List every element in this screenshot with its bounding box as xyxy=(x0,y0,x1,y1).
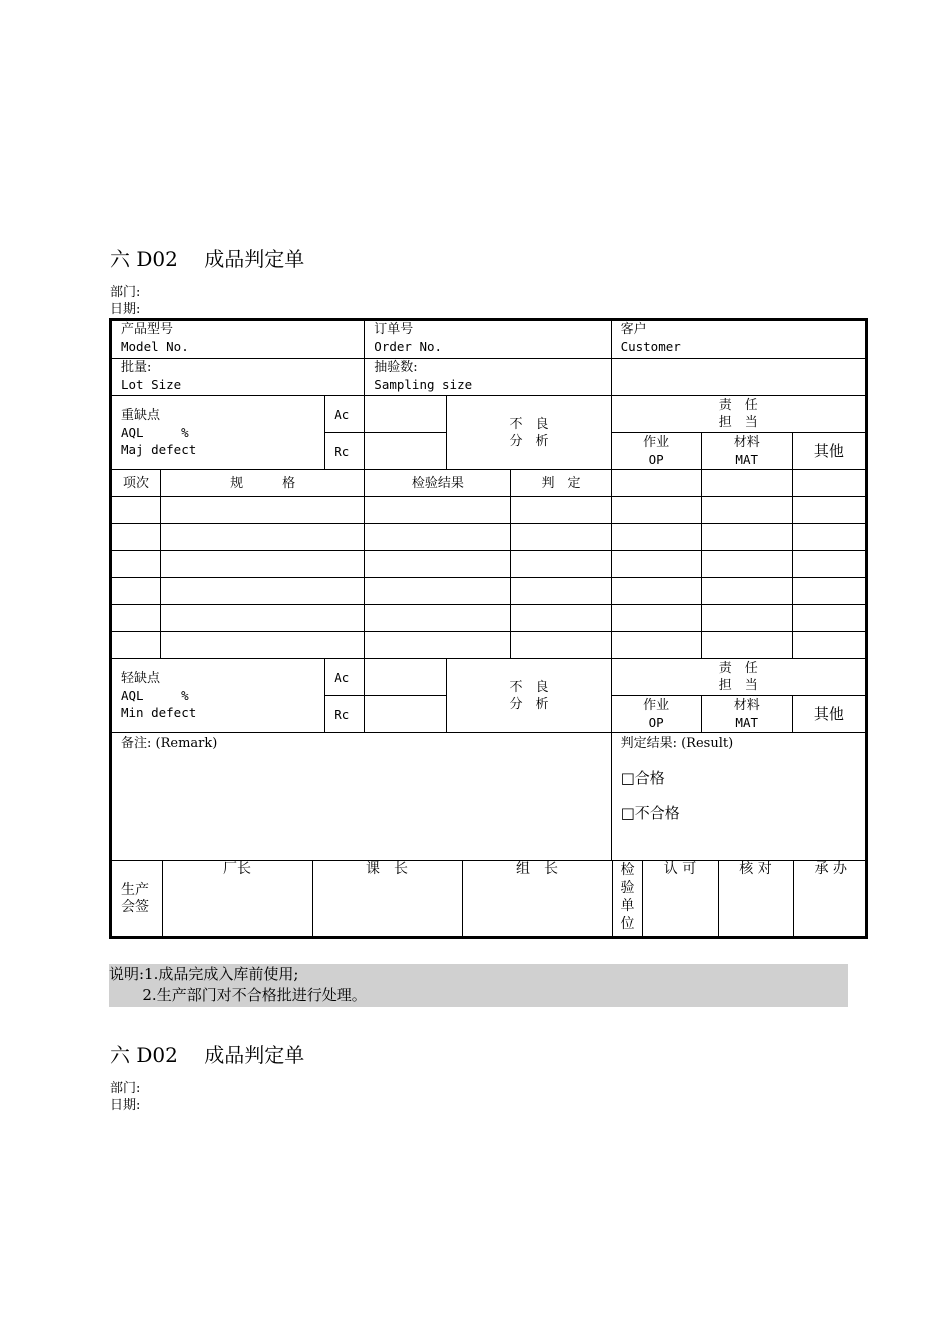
material-label: 材料 xyxy=(733,698,760,713)
sampling-cell xyxy=(365,359,611,396)
table-row xyxy=(111,551,867,578)
product-model-cell xyxy=(111,320,365,359)
ac-value-cell-minor xyxy=(365,659,447,696)
result-label: 判定结果: (Result) xyxy=(620,736,734,751)
responsibility-cell xyxy=(611,396,866,433)
mat-column-cell xyxy=(701,470,792,497)
rc-label: Rc xyxy=(325,433,365,470)
remark-label: 备注: (Remark) xyxy=(121,736,218,751)
rc-value-cell-minor xyxy=(365,696,447,733)
handle-label: 承 办 xyxy=(814,861,847,877)
date-label: 日期: xyxy=(110,302,141,317)
responsibility-cell-minor xyxy=(611,659,866,696)
approve-label: 认 可 xyxy=(663,861,697,877)
minor-defect-label: 轻缺点 xyxy=(121,671,161,686)
responsibility-label-2: 担 当 xyxy=(718,415,758,430)
customer-label: 客户 xyxy=(620,322,647,337)
operation-label-en: OP xyxy=(648,452,664,467)
sampling-label-en: Sampling size xyxy=(374,377,473,392)
order-no-label-en: Order No. xyxy=(374,339,443,354)
minor-defect-label-en: Min defect xyxy=(121,705,197,720)
minor-defect-cell xyxy=(111,659,325,733)
material-cell xyxy=(701,433,792,470)
date-label-repeat: 日期: xyxy=(110,1098,141,1113)
instructions-note xyxy=(109,964,848,1007)
production-sign-label xyxy=(112,861,162,936)
col-judge-header: 判 定 xyxy=(511,470,611,497)
customer-cell xyxy=(611,320,866,359)
rc-value-cell xyxy=(365,433,447,470)
material-label-en: MAT xyxy=(735,452,758,467)
op-column-cell xyxy=(611,470,701,497)
table-row xyxy=(111,578,867,605)
col-result-header: 检验结果 xyxy=(365,470,511,497)
page-title-repeat: 六 D02 成品判定单 xyxy=(110,1043,305,1067)
other-label-minor: 其他 xyxy=(792,696,866,733)
department-label-repeat: 部门: xyxy=(110,1081,141,1096)
factory-manager-label: 厂长 xyxy=(223,861,251,877)
approve-cell xyxy=(642,861,718,936)
operation-cell-minor xyxy=(611,696,701,733)
ac-label-minor: Ac xyxy=(325,659,365,696)
inspection-form xyxy=(109,318,868,939)
handle-cell xyxy=(793,861,867,936)
factory-manager-cell xyxy=(162,861,312,936)
table-row xyxy=(111,632,867,659)
major-defect-cell xyxy=(111,396,325,470)
aql-label: AQL % xyxy=(121,425,189,440)
operation-cell xyxy=(611,433,701,470)
operation-label-en: OP xyxy=(648,715,664,730)
fail-checkbox[interactable]: □不合格 xyxy=(620,804,680,822)
remark-cell xyxy=(111,733,612,861)
product-model-label: 产品型号 xyxy=(121,322,174,337)
check-cell xyxy=(718,861,793,936)
pass-checkbox[interactable]: □合格 xyxy=(620,769,665,787)
responsibility-label-1: 责 任 xyxy=(718,398,758,413)
customer-label-en: Customer xyxy=(620,339,681,354)
operation-label: 作业 xyxy=(643,698,670,713)
table-row xyxy=(111,524,867,551)
table-row xyxy=(111,497,867,524)
operation-label: 作业 xyxy=(643,435,670,450)
table-row xyxy=(111,605,867,632)
responsibility-label-2: 担 当 xyxy=(718,678,758,693)
major-defect-label: 重缺点 xyxy=(121,408,161,423)
defect-analysis-label-2: 分 析 xyxy=(509,433,549,449)
lot-size-label: 批量: xyxy=(121,360,152,375)
production-sign-label-1: 生产 xyxy=(121,881,149,898)
defect-analysis-cell-minor xyxy=(447,659,611,733)
sampling-label: 抽验数: xyxy=(374,360,418,375)
group-leader-cell xyxy=(462,861,612,936)
col-item-header: 项次 xyxy=(111,470,161,497)
group-leader-label: 组 长 xyxy=(516,861,558,877)
lot-size-cell xyxy=(111,359,365,396)
defect-analysis-label-2: 分 析 xyxy=(509,696,549,712)
major-defect-label-en: Maj defect xyxy=(121,442,197,457)
defect-analysis-cell xyxy=(447,396,611,470)
order-no-label: 订单号 xyxy=(374,322,414,337)
inspection-unit-char: 位 xyxy=(620,916,635,932)
section-chief-label: 课 长 xyxy=(366,861,408,877)
material-cell-minor xyxy=(701,696,792,733)
defect-analysis-label-1: 不 良 xyxy=(509,679,549,695)
result-cell xyxy=(611,733,866,861)
material-label-en: MAT xyxy=(735,715,758,730)
note-line-2: 2.生产部门对不合格批进行处理。 xyxy=(109,986,367,1004)
blank-cell xyxy=(611,359,866,396)
section-chief-cell xyxy=(312,861,462,936)
inspection-unit-char: 检 xyxy=(620,862,635,878)
responsibility-label-1: 责 任 xyxy=(718,661,758,676)
note-line-1: 说明:1.成品完成入库前使用; xyxy=(109,965,299,983)
lot-size-label-en: Lot Size xyxy=(121,377,182,392)
page-title: 六 D02 成品判定单 xyxy=(110,247,305,271)
check-label: 核 对 xyxy=(739,861,772,877)
inspection-unit-char: 验 xyxy=(620,880,635,896)
ac-value-cell xyxy=(365,396,447,433)
signature-row xyxy=(111,861,867,938)
aql-label-minor: AQL % xyxy=(121,688,189,703)
department-label: 部门: xyxy=(110,285,141,300)
col-spec-header: 规 格 xyxy=(161,470,365,497)
other-label: 其他 xyxy=(792,433,866,470)
inspection-unit-label xyxy=(612,861,642,936)
other-column-cell xyxy=(792,470,866,497)
rc-label-minor: Rc xyxy=(325,696,365,733)
product-model-label-en: Model No. xyxy=(121,339,189,354)
material-label: 材料 xyxy=(733,435,760,450)
production-sign-label-2: 会签 xyxy=(121,898,149,915)
defect-analysis-label-1: 不 良 xyxy=(509,416,549,432)
inspection-unit-char: 单 xyxy=(620,898,635,914)
ac-label: Ac xyxy=(325,396,365,433)
order-no-cell xyxy=(365,320,611,359)
